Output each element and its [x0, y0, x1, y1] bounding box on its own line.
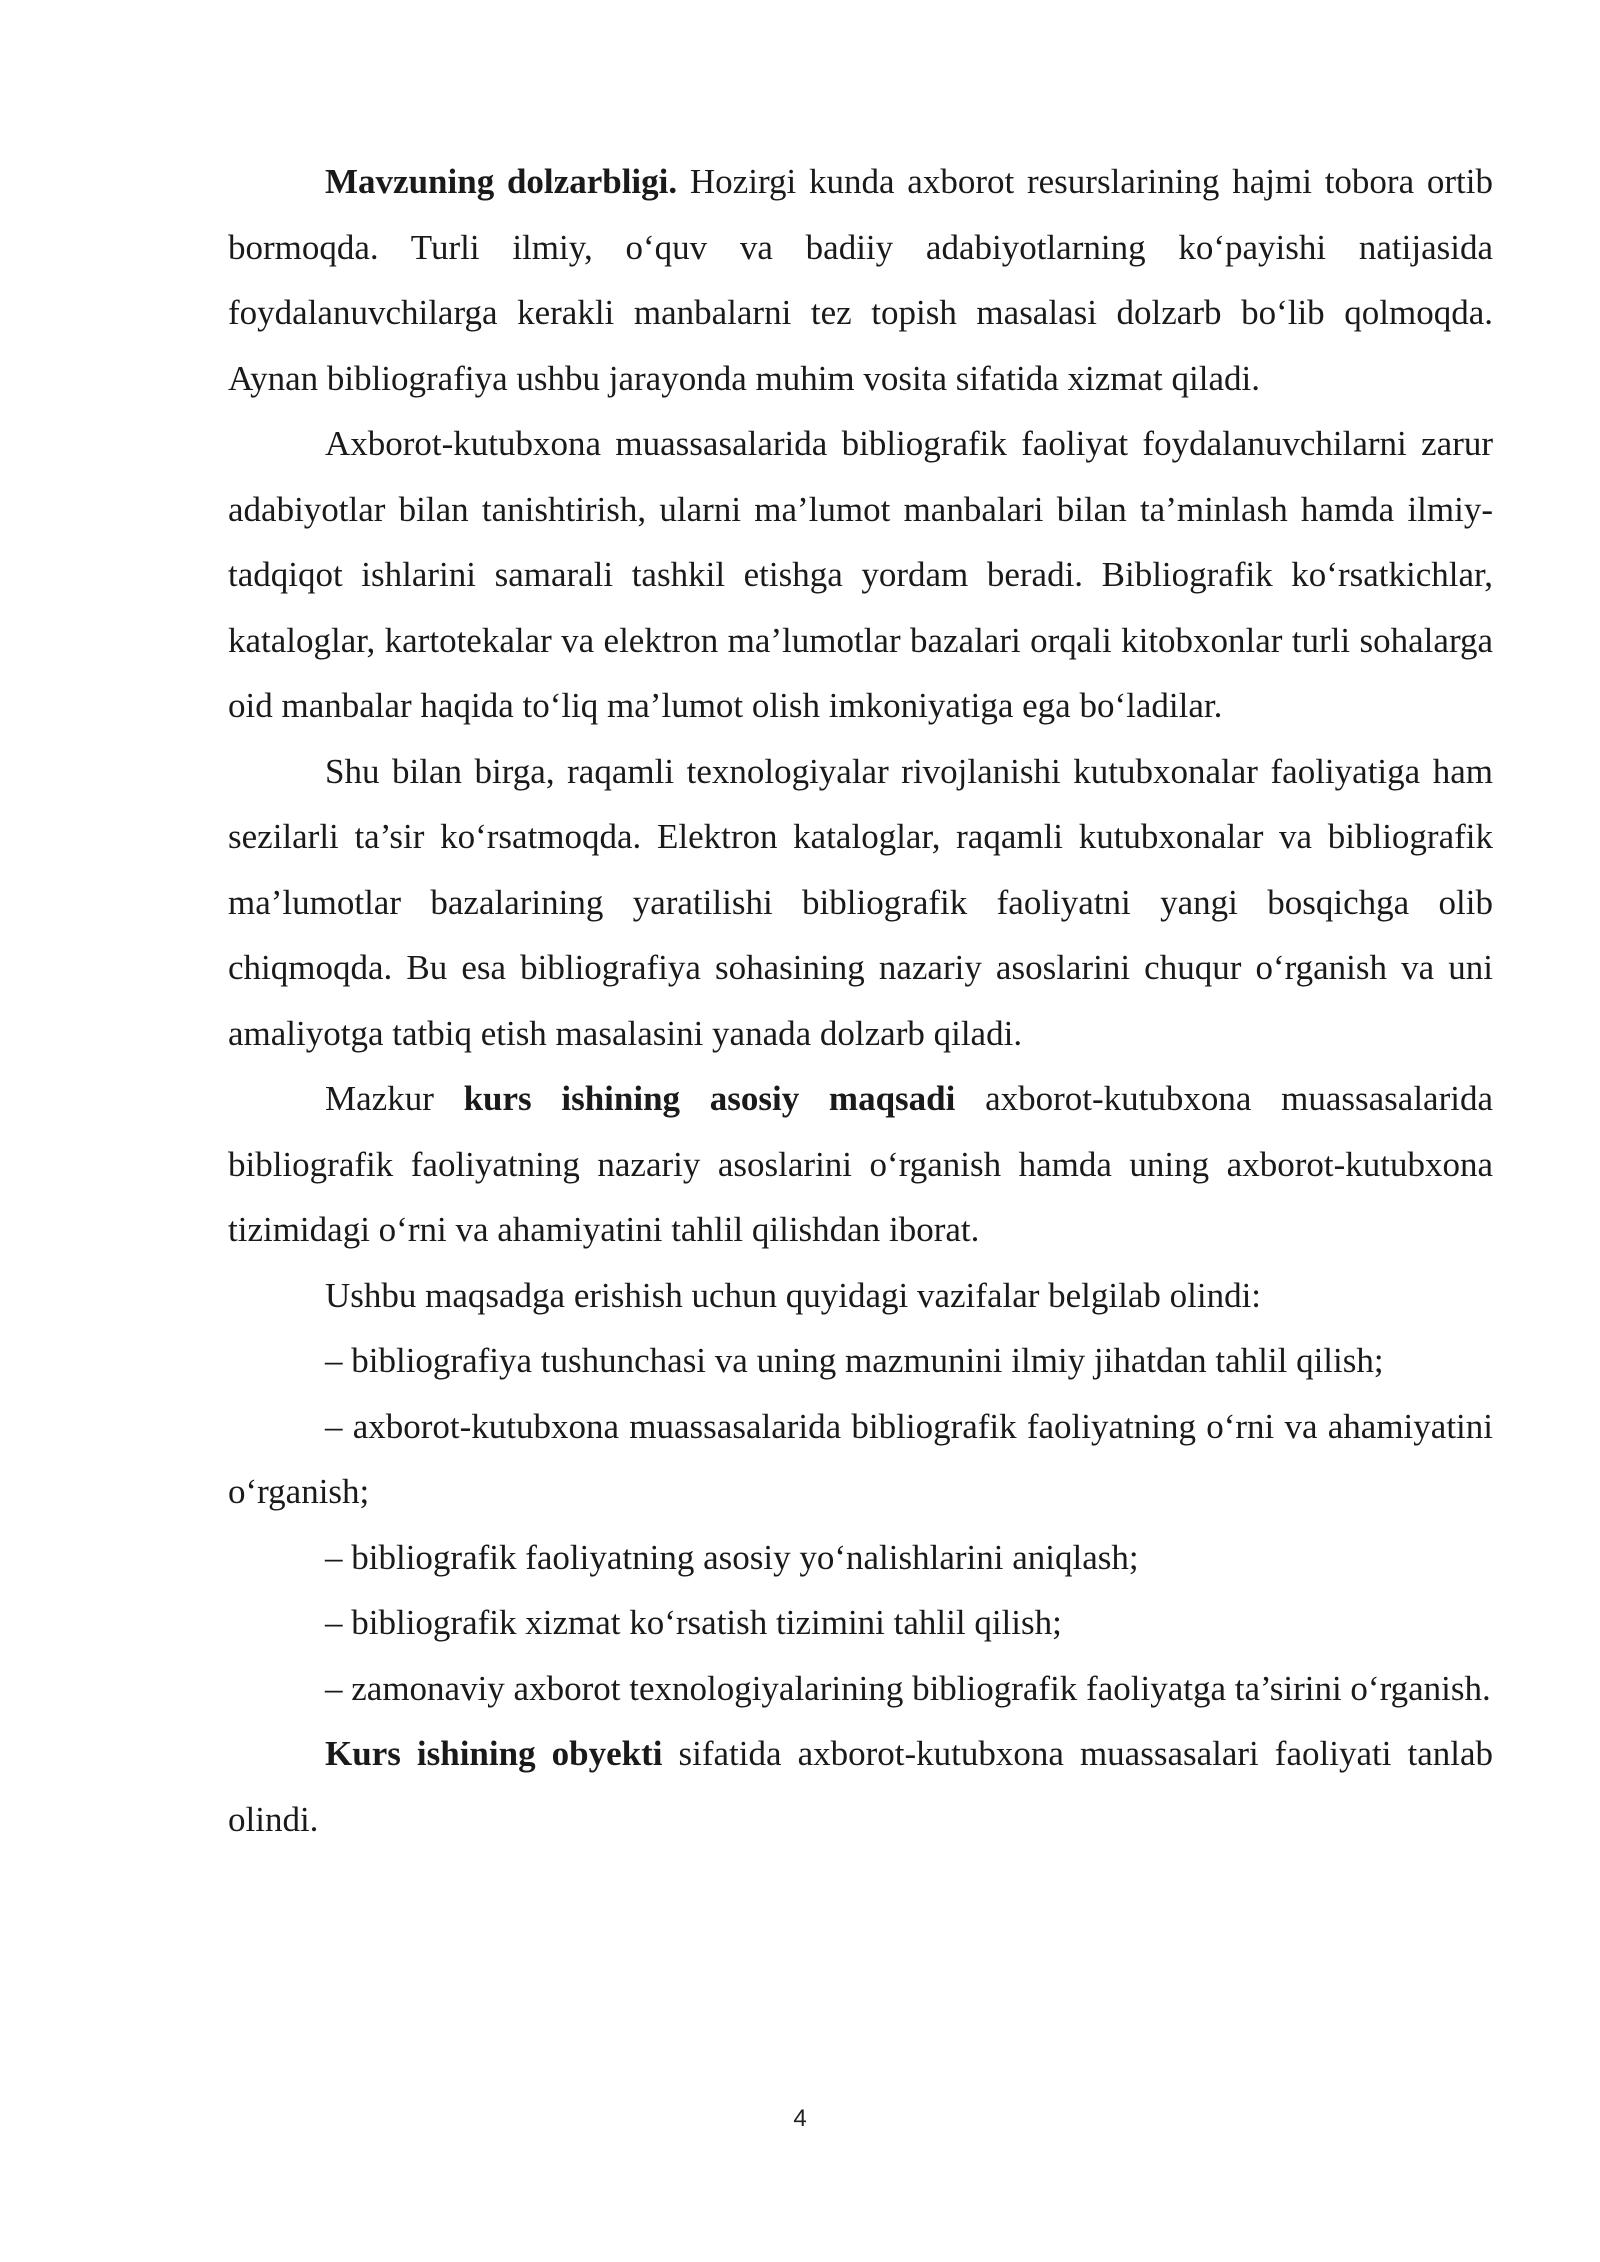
document-page: [228, 149, 1493, 1852]
object-text: sifatida axborot-kutubxona muassasalari faoliyati tanlab olindi.: [228, 1734, 1493, 1839]
goal-post-text: axborot-kutubxona muassasalarida bibliografik faoliyatning nazariy asoslarini o‘rganish hamda uning axborot-kutubxona tizimidagi o‘rni va ahamiyatini tahlil qilishdan iborat.: [228, 1079, 1493, 1249]
paragraph-object: [228, 1721, 1493, 1852]
task-item-3: – bibliografik faoliyatning asosiy yo‘nalishlarini aniqlash;: [325, 1537, 1139, 1577]
task-item-4: – bibliografik xizmat ko‘rsatish tizimini tahlil qilish;: [325, 1603, 1062, 1642]
object-heading: Kurs ishining obyekti: [325, 1734, 663, 1773]
goal-pre-text: Mazkur: [325, 1079, 464, 1118]
paragraph-main-goal: [228, 1066, 1493, 1263]
task-item-2: – axborot-kutubxona muassasalarida bibliografik faoliyatning o‘rni va ahamiyatini o‘rganish;: [228, 1406, 1493, 1511]
paragraph-tasks-intro: Ushbu maqsadga erishish uchun quyidagi vazifalar belgilab olindi:: [325, 1275, 1262, 1315]
task-item-5: – zamonaviy axborot texnologiyalarining bibliografik faoliyatga ta’sirini o‘rganish.: [325, 1668, 1491, 1708]
paragraph-bibliographic-activity: Axborot-kutubxona muassasalarida bibliografik faoliyat foydalanuvchilarni zarur adabiyotlar bilan tanishtirish, ularni ma’lumot manbalari bilan ta’minlash hamda ilmiy-tadqiqot ishlarini samarali tashkil etishga yordam beradi. Bibliografik ko‘rsatkichlar, kataloglar, kartotekalar va elektron ma’lumotlar bazalari orqali kitobxonlar turli sohalarga oid manbalar haqida to‘liq ma’lumot olish imkoniyatiga ega bo‘ladilar.: [228, 424, 1493, 725]
relevance-heading: Mavzuning dolzarbligi.: [325, 162, 678, 201]
goal-bold-text: kurs ishining asosiy maqsadi: [463, 1079, 956, 1118]
paragraph-digital-technologies: Shu bilan birga, raqamli texnologiyalar rivojlanishi kutubxonalar faoliyatiga ham sezilarli ta’sir ko‘rsatmoqda. Elektron kataloglar, raqamli kutubxonalar va bibliografik ma’lumotlar bazalarining yaratilishi bibliografik faoliyatni yangi bosqichga olib chiqmoqda. Bu esa bibliografiya sohasining nazariy asoslarini chuqur o‘rganish va uni amaliyotga tatbiq etish masalasini yanada dolzarb qiladi.: [228, 751, 1493, 1053]
relevance-text: Hozirgi kunda axborot resurslarining hajmi tobora ortib bormoqda. Turli ilmiy, o‘quv va badiiy adabiyotlarning ko‘payishi natijasida foydalanuvchilarga kerakli manbalarni tez topish masalasi dolzarb bo‘lib qolmoqda. Aynan bibliografiya ushbu jarayonda muhim vosita sifatida xizmat qiladi.: [228, 162, 1493, 398]
page-number: 4: [793, 2105, 807, 2132]
task-item-1: – bibliografiya tushunchasi va uning mazmunini ilmiy jihatdan tahlil qilish;: [325, 1341, 1384, 1380]
paragraph-relevance: [228, 149, 1493, 411]
